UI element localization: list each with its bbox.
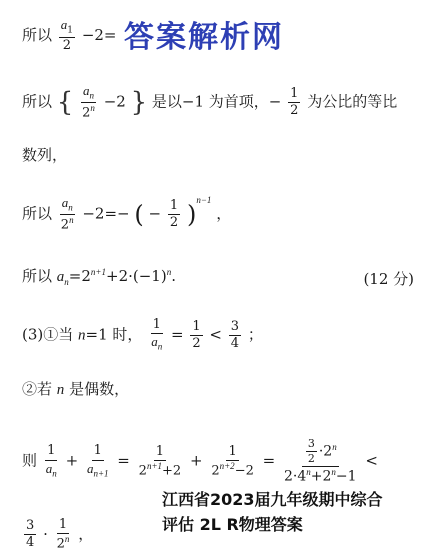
sub-n: n xyxy=(64,277,69,287)
left-paren: ( xyxy=(134,200,144,229)
less-than: < xyxy=(365,451,378,470)
fraction-one-half: $\frac{1}{2}$ xyxy=(290,85,299,119)
line-7-prefix: ②若 xyxy=(22,380,53,398)
line-9 xyxy=(22,518,93,552)
line-7 xyxy=(22,382,129,398)
fraction-3-over-4-b: $\frac{3}{4}$ xyxy=(26,518,35,551)
line-2 xyxy=(22,84,397,121)
watermark-bottom xyxy=(162,488,444,538)
line-6-prefix: (3)①当 xyxy=(22,325,74,344)
line-8-prefix: 则 xyxy=(22,451,38,470)
line-4-mid: −2=− xyxy=(82,204,130,223)
line-4-prefix: 所以 xyxy=(22,204,53,223)
var-a: a xyxy=(56,269,65,285)
line-6-end: ； xyxy=(247,325,263,344)
fraction-1-over-an: $\frac{1}{a_n}$ xyxy=(151,317,163,352)
plus-sign-2: + xyxy=(189,451,203,470)
line-6-equals: = xyxy=(170,325,184,344)
line-3 xyxy=(22,148,67,163)
line-2-tail: 为公比的等比 xyxy=(307,92,398,111)
line-7-rest: 是偶数， xyxy=(69,380,130,398)
equals-2: = xyxy=(262,451,276,470)
exponent-n-plus-1: n+1 xyxy=(90,267,106,277)
dot-operator: · xyxy=(43,524,48,543)
line-5-rest: +2·(−1) xyxy=(106,267,167,285)
line-5-dot: . xyxy=(171,267,176,285)
line-5-eq: =2 xyxy=(68,267,91,285)
line-5-prefix: 所以 xyxy=(22,267,53,285)
line-1 xyxy=(22,18,117,54)
line-2-prefix: 所以 xyxy=(22,92,53,111)
line-4-inner: − xyxy=(148,204,162,223)
line-4-end: ， xyxy=(216,204,232,223)
var-n-b: n xyxy=(56,382,65,398)
line-6 xyxy=(22,318,263,353)
fraction-an-over-2n: $\frac{a_n}{2^n}$ xyxy=(82,83,95,121)
fraction-3-over-2: $\frac{3}{2}$ xyxy=(307,437,315,466)
line-1-prefix: 所以 xyxy=(22,25,53,44)
plus-sign: + xyxy=(65,451,79,470)
exponent-n-minus-1: n−1 xyxy=(196,194,212,205)
var-n: n xyxy=(78,327,86,344)
line-4 xyxy=(22,196,231,233)
fraction-3-over-4: $\frac{3}{4}$ xyxy=(230,318,240,351)
watermark-bottom-line-2: 评估 2L R物理答案 xyxy=(162,514,303,534)
line-2-text: 是以−1 为首项，− xyxy=(151,92,282,111)
fraction-an-over-2n-b: $\frac{a_n}{2^n}$ xyxy=(60,195,74,233)
watermark-top: 答案解析网 xyxy=(124,20,284,55)
fraction-a1-over-2: $\frac{a_1}{2}$ xyxy=(60,17,74,54)
fraction-compound: $\frac{3}{2}$ $\cdot 2^n$ $2\cdot 4^n+2^n-1$ xyxy=(284,437,357,485)
right-brace: } xyxy=(130,87,148,118)
fraction-1-over-2n2-minus-2: $\frac{1}{2^{n+2}-2}$ xyxy=(211,443,254,479)
exponent-n: n xyxy=(166,267,172,277)
fraction-1-over-2: $\frac{1}{2}$ xyxy=(192,318,201,351)
fraction-1-over-an-b: $\frac{1}{a_n}$ xyxy=(45,443,57,479)
equals-1: = xyxy=(117,451,130,470)
fraction-1-over-an-plus-1: $\frac{1}{a_{n+1}}$ xyxy=(86,443,109,479)
line-5 xyxy=(22,268,176,287)
line-6-eq: =1 时， xyxy=(85,325,143,344)
line-2-mid: −2 xyxy=(103,92,126,111)
line-8 xyxy=(22,438,378,485)
right-paren: ) xyxy=(186,200,197,229)
line-6-less-than: < xyxy=(209,325,222,344)
left-brace: { xyxy=(56,87,74,118)
line-9-end: ， xyxy=(78,524,94,543)
line-1-rest: −2= xyxy=(81,25,117,44)
fraction-one-half-b: $\frac{1}{2}$ xyxy=(169,197,179,231)
line-3-text: 数列， xyxy=(22,146,68,164)
fraction-1-over-2n1-plus-2: $\frac{1}{2^{n+1}+2}$ xyxy=(138,443,182,479)
score-label: (12 分) xyxy=(363,270,414,288)
watermark-bottom-line-1: 江西省2023届九年级期中综合 xyxy=(162,490,383,509)
fraction-1-over-2n: $\frac{1}{2^n}$ xyxy=(56,517,70,552)
